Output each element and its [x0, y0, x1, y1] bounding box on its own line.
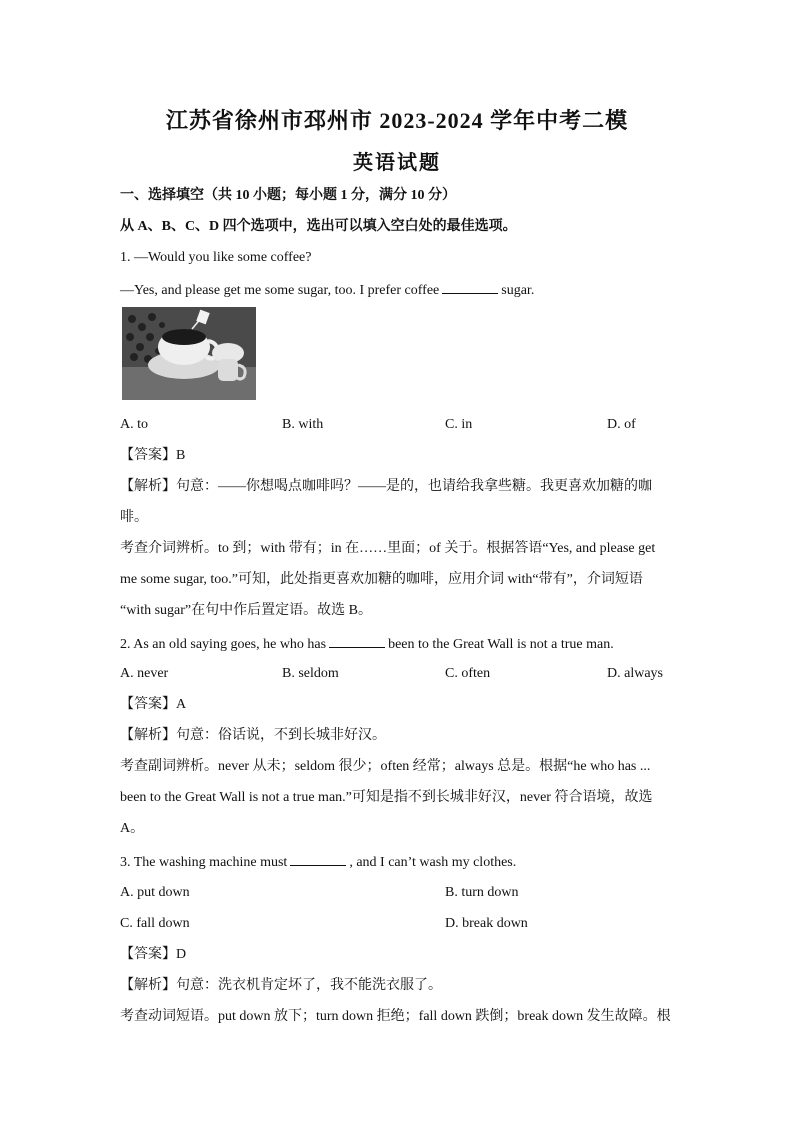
q1-answer: 【答案】B	[120, 448, 186, 463]
q1-analysis-4: me some sugar, too.”可知，此处指更喜欢加糖的咖啡，应用介词 with“带有”，介词短语	[120, 572, 643, 587]
q2-option-b: B. seldom	[282, 666, 339, 681]
q1-analysis-1: 【解析】句意：——你想喝点咖啡吗？——是的，也请给我拿些糖。我更喜欢加糖的咖	[120, 479, 652, 494]
coffee-cup-photo	[122, 307, 256, 400]
q3-option-b: B. turn down	[445, 885, 519, 900]
q2-option-a: A. never	[120, 666, 169, 681]
section-heading: 一、选择填空（共 10 小题；每小题 1 分，满分 10 分）	[120, 188, 456, 203]
q1-analysis-3: 考查介词辨析。to 到；with 带有；in 在……里面；of 关于。根据答语“Yes, and please get	[120, 541, 656, 556]
q1-option-c: C. in	[445, 417, 473, 432]
q3-blank	[290, 851, 346, 866]
q3-line-after: , and I can’t wash my clothes.	[349, 855, 517, 870]
q3-analysis-1: 【解析】句意：洗衣机肯定坏了，我不能洗衣服了。	[120, 978, 442, 993]
q2-answer: 【答案】A	[120, 697, 187, 712]
q3-analysis-2: 考查动词短语。put down 放下；turn down 拒绝；fall down 跌倒；break down 发生故障。根	[120, 1009, 671, 1024]
page-subtitle: 英语试题	[353, 152, 441, 174]
q1-analysis-2: 啡。	[120, 510, 148, 525]
q1-option-d: D. of	[607, 417, 636, 432]
q2-analysis-2: 考查副词辨析。never 从未；seldom 很少；often 经常；always 总是。根据“he who has ...	[120, 759, 651, 774]
section-instruction: 从 A、B、C、D 四个选项中，选出可以填入空白处的最佳选项。	[120, 219, 517, 234]
q3-answer: 【答案】D	[120, 947, 187, 962]
q1-line2-before: —Yes, and please get me some sugar, too. I prefer coffee	[120, 283, 440, 298]
q1-option-b: B. with	[282, 417, 324, 432]
q3-option-d: D. break down	[445, 916, 528, 931]
q3-option-c: C. fall down	[120, 916, 190, 931]
q2-line	[120, 633, 680, 655]
q2-line-after: been to the Great Wall is not a true man.	[388, 637, 614, 652]
q3-option-a: A. put down	[120, 885, 190, 900]
q1-line2	[120, 279, 680, 301]
q2-option-c: C. often	[445, 666, 491, 681]
q2-analysis-1: 【解析】句意：俗话说，不到长城非好汉。	[120, 728, 386, 743]
q2-line-before: 2. As an old saying goes, he who has	[120, 637, 327, 652]
q2-option-d: D. always	[607, 666, 663, 681]
page-title: 江苏省徐州市邳州市 2023-2024 学年中考二模	[165, 108, 629, 133]
q1-option-a: A. to	[120, 417, 148, 432]
q2-blank	[329, 633, 385, 648]
q3-line	[120, 851, 680, 873]
q2-analysis-4: A。	[120, 821, 145, 836]
q1-line2-after: sugar.	[501, 283, 535, 298]
q1-line1: 1. —Would you like some coffee?	[120, 250, 312, 265]
q3-line-before: 3. The washing machine must	[120, 855, 288, 870]
q1-analysis-5: “with sugar”在句中作后置定语。故选 B。	[120, 603, 372, 618]
q1-blank	[442, 279, 498, 294]
q2-analysis-3: been to the Great Wall is not a true man.”可知是指不到长城非好汉，never 符合语境，故选	[120, 790, 653, 805]
